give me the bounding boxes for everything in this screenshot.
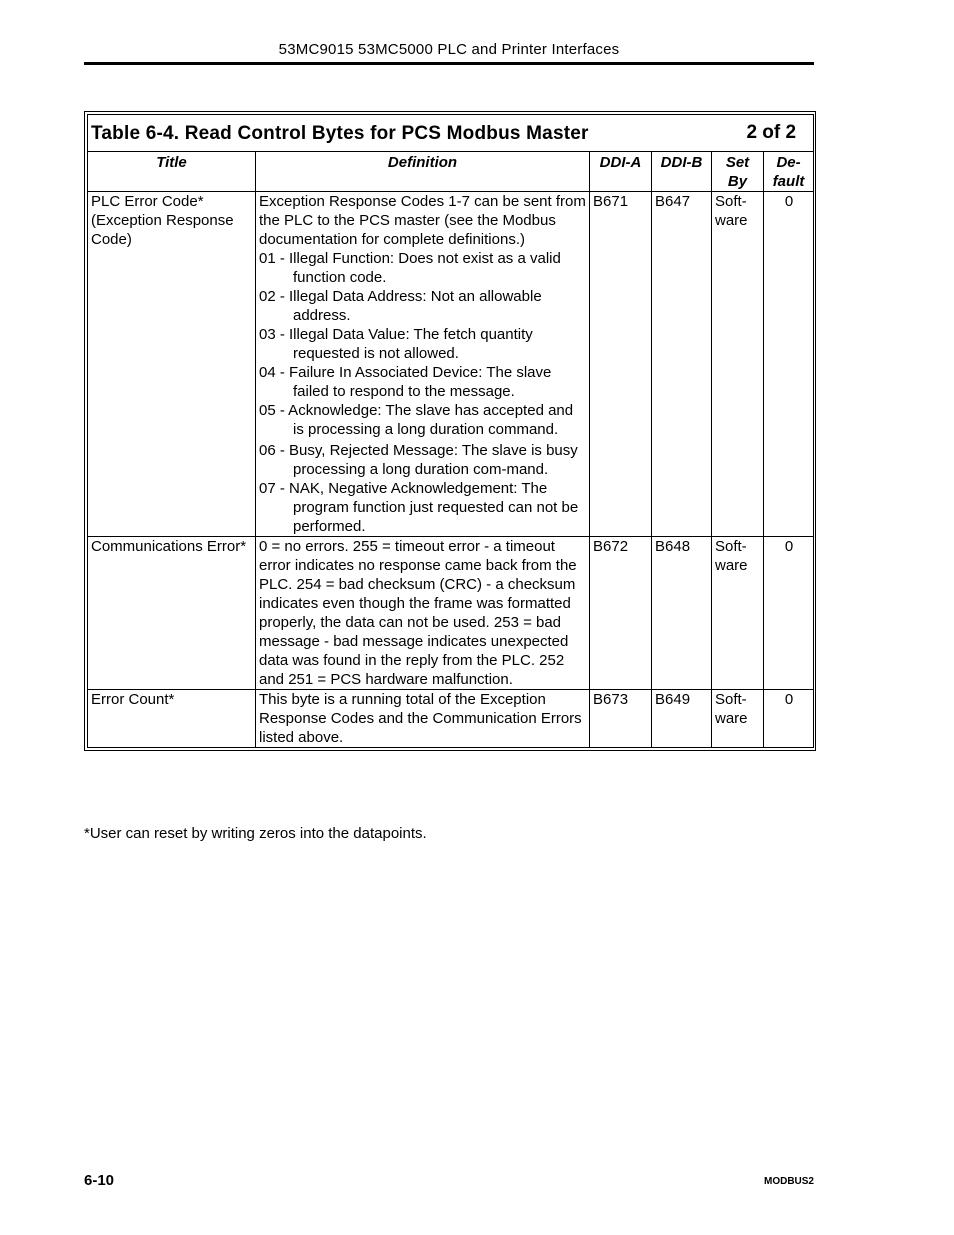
row-title: Error Count* [88,690,256,748]
row-set-by: Soft-ware [712,537,764,690]
exception-code-item: 02 - Illegal Data Address: Not an allowable address. [259,288,542,324]
row-set-by: Soft-ware [712,192,764,537]
row-ddi-a: B671 [590,192,652,537]
col-header-default [764,152,814,192]
table-header-row [88,152,814,192]
col-header-default-line1: De- [776,154,801,171]
col-header-title: Title [88,152,256,192]
row-ddi-a: B672 [590,537,652,690]
col-header-set-by-line2: By [727,173,748,190]
table-row [88,690,814,748]
row-definition: 0 = no errors. 255 = timeout error - a timeout error indicates no response came back from the PLC. 254 = bad checksum (CRC) - a checksum indicates even though the frame was formatted properly, the data can not be used. 253 = bad message - bad message indicates unexpected data was found in the reply from the PLC. 252 and 251 = PCS hardware malfunction. [256,537,590,690]
exception-code-item: 05 - Acknowledge: The slave has accepted and is processing a long duration command. [259,402,574,438]
row-ddi-b: B649 [652,690,712,748]
table-grid [87,114,814,748]
exception-code-item: 07 - NAK, Negative Acknowledgement: The program function just requested can not be performed. [259,480,579,535]
table-caption: Table 6-4. Read Control Bytes for PCS Modbus Master [91,123,589,144]
row-default: 0 [764,537,814,690]
row-set-by: Soft-ware [712,690,764,748]
page-number: 6-10 [84,1172,115,1189]
row-definition [256,192,590,537]
running-header: 53MC9015 53MC5000 PLC and Printer Interfaces [278,41,620,58]
row-title: PLC Error Code* (Exception Response Code) [88,192,256,537]
col-header-default-line2: fault [772,173,805,190]
exception-code-item: 04 - Failure In Associated Device: The slave failed to respond to the message. [259,364,552,400]
table-page-indicator: 2 of 2 [746,122,797,143]
row-ddi-b: B648 [652,537,712,690]
col-header-set-by [712,152,764,192]
col-header-ddi-a: DDI-A [590,152,652,192]
exception-code-item: 03 - Illegal Data Value: The fetch quantity requested is not allowed. [259,326,533,362]
row-ddi-b: B647 [652,192,712,537]
table-row [88,537,814,690]
row-ddi-a: B673 [590,690,652,748]
document-id: MODBUS2 [763,1176,814,1187]
definition-intro: Exception Response Codes 1-7 can be sent from the PLC to the PCS master (see the Modbus documentation for complete definitions.) [259,193,586,248]
table-footnote: *User can reset by writing zeros into the datapoints. [84,825,427,842]
col-header-set-by-line1: Set [725,154,750,171]
exception-code-item: 06 - Busy, Rejected Message: The slave is busy processing a long duration com-mand. [259,442,578,478]
table-caption-row [88,115,814,152]
header-rule [84,62,814,65]
row-definition: This byte is a running total of the Exception Response Codes and the Communication Errors listed above. [256,690,590,748]
col-header-ddi-b: DDI-B [652,152,712,192]
row-default: 0 [764,690,814,748]
row-title: Communications Error* [88,537,256,690]
table-row [88,192,814,537]
exception-code-item: 01 - Illegal Function: Does not exist as a valid function code. [259,250,561,286]
col-header-definition: Definition [256,152,590,192]
control-bytes-table [84,111,816,751]
row-default: 0 [764,192,814,537]
